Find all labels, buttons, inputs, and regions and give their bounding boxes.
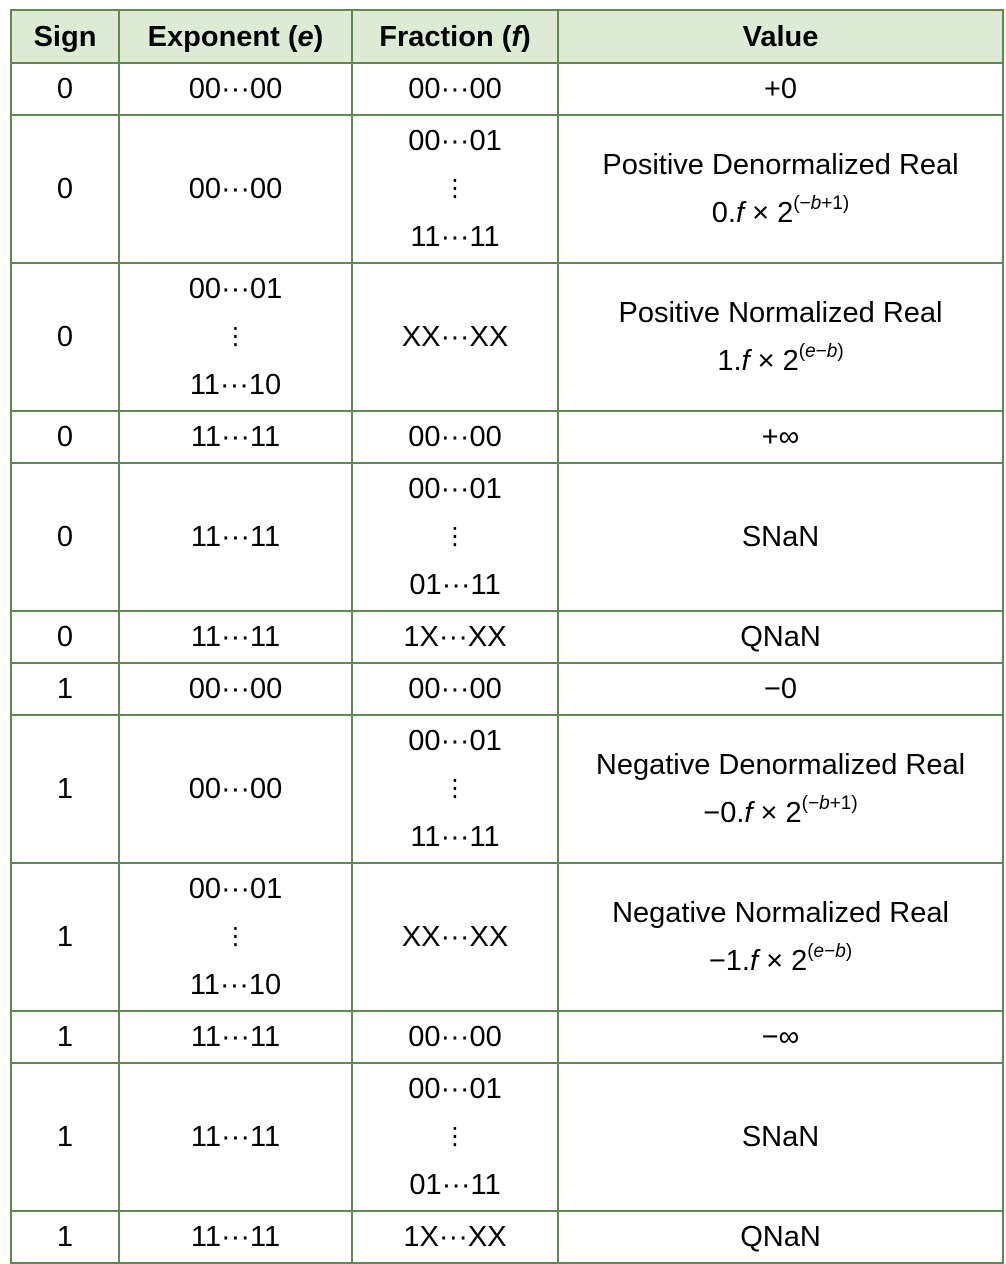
- table-row: [11, 263, 1003, 411]
- value-cell: [558, 663, 1003, 715]
- table-row: [11, 715, 1003, 863]
- fraction-cell: [352, 411, 558, 463]
- sign-cell: 0: [11, 463, 119, 611]
- table-body: [11, 63, 1003, 1263]
- table-row: [11, 863, 1003, 1011]
- formula-exponent: (e−b): [807, 941, 853, 962]
- fraction-bits: 11···11: [410, 221, 500, 253]
- value-name: +∞: [761, 421, 800, 453]
- vertical-ellipsis: ⋮: [443, 1123, 467, 1150]
- fraction-bits: XX···XX: [401, 921, 509, 953]
- value-name: QNaN: [740, 621, 821, 653]
- formula-prefix: −1.: [708, 945, 750, 977]
- fraction-cell: [352, 63, 558, 115]
- exponent-bits: 11···11: [190, 521, 281, 553]
- exponent-range: [120, 613, 351, 661]
- fraction-bits: 01···11: [409, 1169, 501, 1201]
- exponent-range: [120, 1013, 351, 1061]
- formula-base: × 2: [758, 945, 808, 977]
- value-formula: [703, 789, 857, 837]
- header-value: Value: [558, 10, 1003, 63]
- sign-cell: 1: [11, 1011, 119, 1063]
- value-content: [559, 741, 1002, 837]
- exponent-bits: 11···10: [189, 369, 282, 401]
- formula-prefix: 0.: [711, 197, 736, 229]
- table-row: [11, 663, 1003, 715]
- ieee-float-encoding-table: [10, 9, 1004, 1264]
- fraction-bits: 00···01: [408, 725, 502, 757]
- value-name: QNaN: [740, 1221, 821, 1253]
- table-row: [11, 63, 1003, 115]
- exponent-bits: 00···00: [188, 73, 283, 105]
- exponent-range: [120, 1113, 351, 1161]
- exponent-bits: 00···00: [188, 673, 283, 705]
- table-row: [11, 1011, 1003, 1063]
- exponent-cell: [119, 263, 352, 411]
- sign-cell: 1: [11, 1063, 119, 1211]
- table-header: [11, 10, 1003, 63]
- value-content: [559, 665, 1002, 713]
- sign-cell: 0: [11, 411, 119, 463]
- exponent-bits: 00···00: [188, 173, 283, 205]
- formula-exponent: (−b+1): [793, 193, 850, 214]
- value-name: Negative Normalized Real: [612, 897, 949, 929]
- fraction-range: [353, 1213, 557, 1261]
- value-cell: [558, 863, 1003, 1011]
- header-fraction: Fraction (f): [352, 10, 558, 63]
- table-row: [11, 463, 1003, 611]
- exponent-bits: 11···11: [190, 1021, 281, 1053]
- sign-cell: 0: [11, 611, 119, 663]
- header-sign: Sign: [11, 10, 119, 63]
- fraction-bits: 00···00: [408, 673, 502, 705]
- exponent-range: [120, 513, 351, 561]
- header-variable: e: [297, 20, 314, 53]
- formula-exponent: (−b+1): [801, 793, 858, 814]
- exponent-cell: [119, 863, 352, 1011]
- exponent-bits: 11···11: [190, 421, 281, 453]
- formula-exponent: (e−b): [798, 341, 844, 362]
- sign-cell: 1: [11, 715, 119, 863]
- sign-cell: 0: [11, 263, 119, 411]
- fraction-bits: 11···11: [410, 821, 500, 853]
- value-cell: [558, 63, 1003, 115]
- exponent-bits: 11···11: [190, 1121, 281, 1153]
- header-exponent: Exponent (e): [119, 10, 352, 63]
- value-content: [559, 513, 1002, 561]
- exponent-range: [120, 865, 351, 1009]
- formula-variable: f: [741, 345, 750, 377]
- exponent-cell: [119, 63, 352, 115]
- exponent-bits: 11···11: [190, 621, 281, 653]
- fraction-cell: [352, 715, 558, 863]
- formula-base: × 2: [749, 345, 799, 377]
- fraction-bits: 00···01: [408, 125, 502, 157]
- exponent-range: [120, 665, 351, 713]
- fraction-range: [353, 913, 557, 961]
- fraction-cell: [352, 663, 558, 715]
- fraction-bits: 00···00: [408, 73, 502, 105]
- exponent-range: [120, 765, 351, 813]
- formula-variable: f: [749, 945, 759, 977]
- fraction-bits: 00···00: [408, 421, 502, 453]
- fraction-range: [353, 665, 557, 713]
- sign-cell: 0: [11, 63, 119, 115]
- fraction-cell: [352, 1063, 558, 1211]
- header-variable: f: [511, 20, 522, 53]
- formula-prefix: 1.: [717, 345, 742, 377]
- value-name: −∞: [761, 1021, 800, 1053]
- fraction-range: [353, 717, 557, 861]
- value-cell: [558, 611, 1003, 663]
- exponent-cell: [119, 715, 352, 863]
- value-cell: [558, 1211, 1003, 1263]
- value-content: [559, 1113, 1002, 1161]
- fraction-bits: 00···01: [408, 1073, 502, 1105]
- exponent-bits: 11···10: [189, 969, 282, 1001]
- value-cell: [558, 263, 1003, 411]
- table-row: [11, 611, 1003, 663]
- fraction-cell: [352, 863, 558, 1011]
- fraction-range: [353, 465, 557, 609]
- value-content: [559, 289, 1002, 385]
- fraction-cell: [352, 463, 558, 611]
- value-name: SNaN: [741, 1121, 820, 1153]
- sign-cell: 0: [11, 115, 119, 263]
- value-cell: [558, 411, 1003, 463]
- exponent-cell: [119, 115, 352, 263]
- table-row: [11, 411, 1003, 463]
- value-content: [559, 65, 1002, 113]
- formula-prefix: −0.: [703, 797, 745, 829]
- value-cell: [558, 115, 1003, 263]
- exponent-range: [120, 1213, 351, 1261]
- fraction-range: [353, 313, 557, 361]
- value-content: [559, 413, 1002, 461]
- value-name: +0: [763, 73, 798, 105]
- fraction-range: [353, 613, 557, 661]
- table-row: [11, 1063, 1003, 1211]
- fraction-bits: XX···XX: [401, 321, 509, 353]
- exponent-cell: [119, 1011, 352, 1063]
- fraction-bits: 1X···XX: [403, 621, 507, 653]
- exponent-range: [120, 65, 351, 113]
- formula-variable: f: [735, 197, 745, 229]
- fraction-bits: 00···00: [408, 1021, 502, 1053]
- value-formula: [717, 337, 843, 385]
- value-content: [559, 613, 1002, 661]
- fraction-range: [353, 117, 557, 261]
- value-name: Positive Denormalized Real: [602, 149, 959, 181]
- exponent-cell: [119, 463, 352, 611]
- vertical-ellipsis: ⋮: [223, 323, 248, 350]
- value-name: Positive Normalized Real: [618, 297, 943, 329]
- fraction-bits: 00···01: [408, 473, 502, 505]
- table-row: [11, 115, 1003, 263]
- formula-base: × 2: [744, 197, 794, 229]
- exponent-range: [120, 265, 351, 409]
- value-content: [559, 141, 1002, 237]
- value-content: [559, 889, 1002, 985]
- value-formula: [712, 189, 849, 237]
- fraction-range: [353, 65, 557, 113]
- exponent-bits: 00···01: [188, 273, 283, 305]
- exponent-bits: 00···00: [188, 773, 283, 805]
- fraction-cell: [352, 115, 558, 263]
- vertical-ellipsis: ⋮: [443, 175, 467, 202]
- sign-cell: 1: [11, 863, 119, 1011]
- value-name: SNaN: [741, 521, 820, 553]
- exponent-bits: 11···11: [190, 1221, 281, 1253]
- sign-cell: 1: [11, 1211, 119, 1263]
- header-row: [11, 10, 1003, 63]
- exponent-range: [120, 413, 351, 461]
- sign-cell: 1: [11, 663, 119, 715]
- value-cell: [558, 1063, 1003, 1211]
- fraction-range: [353, 413, 557, 461]
- value-cell: [558, 1011, 1003, 1063]
- exponent-range: [120, 165, 351, 213]
- formula-variable: f: [744, 797, 753, 829]
- fraction-range: [353, 1013, 557, 1061]
- value-formula: [709, 937, 852, 985]
- exponent-cell: [119, 1211, 352, 1263]
- fraction-range: [353, 1065, 557, 1209]
- table-row: [11, 1211, 1003, 1263]
- vertical-ellipsis: ⋮: [443, 775, 467, 802]
- fraction-cell: [352, 611, 558, 663]
- value-name: Negative Denormalized Real: [595, 749, 966, 781]
- value-content: [559, 1013, 1002, 1061]
- fraction-bits: 01···11: [409, 569, 501, 601]
- fraction-cell: [352, 1011, 558, 1063]
- exponent-cell: [119, 663, 352, 715]
- value-name: −0: [763, 673, 798, 705]
- fraction-cell: [352, 263, 558, 411]
- exponent-cell: [119, 1063, 352, 1211]
- exponent-bits: 00···01: [188, 873, 283, 905]
- exponent-cell: [119, 411, 352, 463]
- formula-base: × 2: [752, 797, 802, 829]
- vertical-ellipsis: ⋮: [443, 523, 467, 550]
- value-cell: [558, 715, 1003, 863]
- fraction-cell: [352, 1211, 558, 1263]
- value-cell: [558, 463, 1003, 611]
- vertical-ellipsis: ⋮: [223, 923, 248, 950]
- fraction-bits: 1X···XX: [403, 1221, 507, 1253]
- exponent-cell: [119, 611, 352, 663]
- value-content: [559, 1213, 1002, 1261]
